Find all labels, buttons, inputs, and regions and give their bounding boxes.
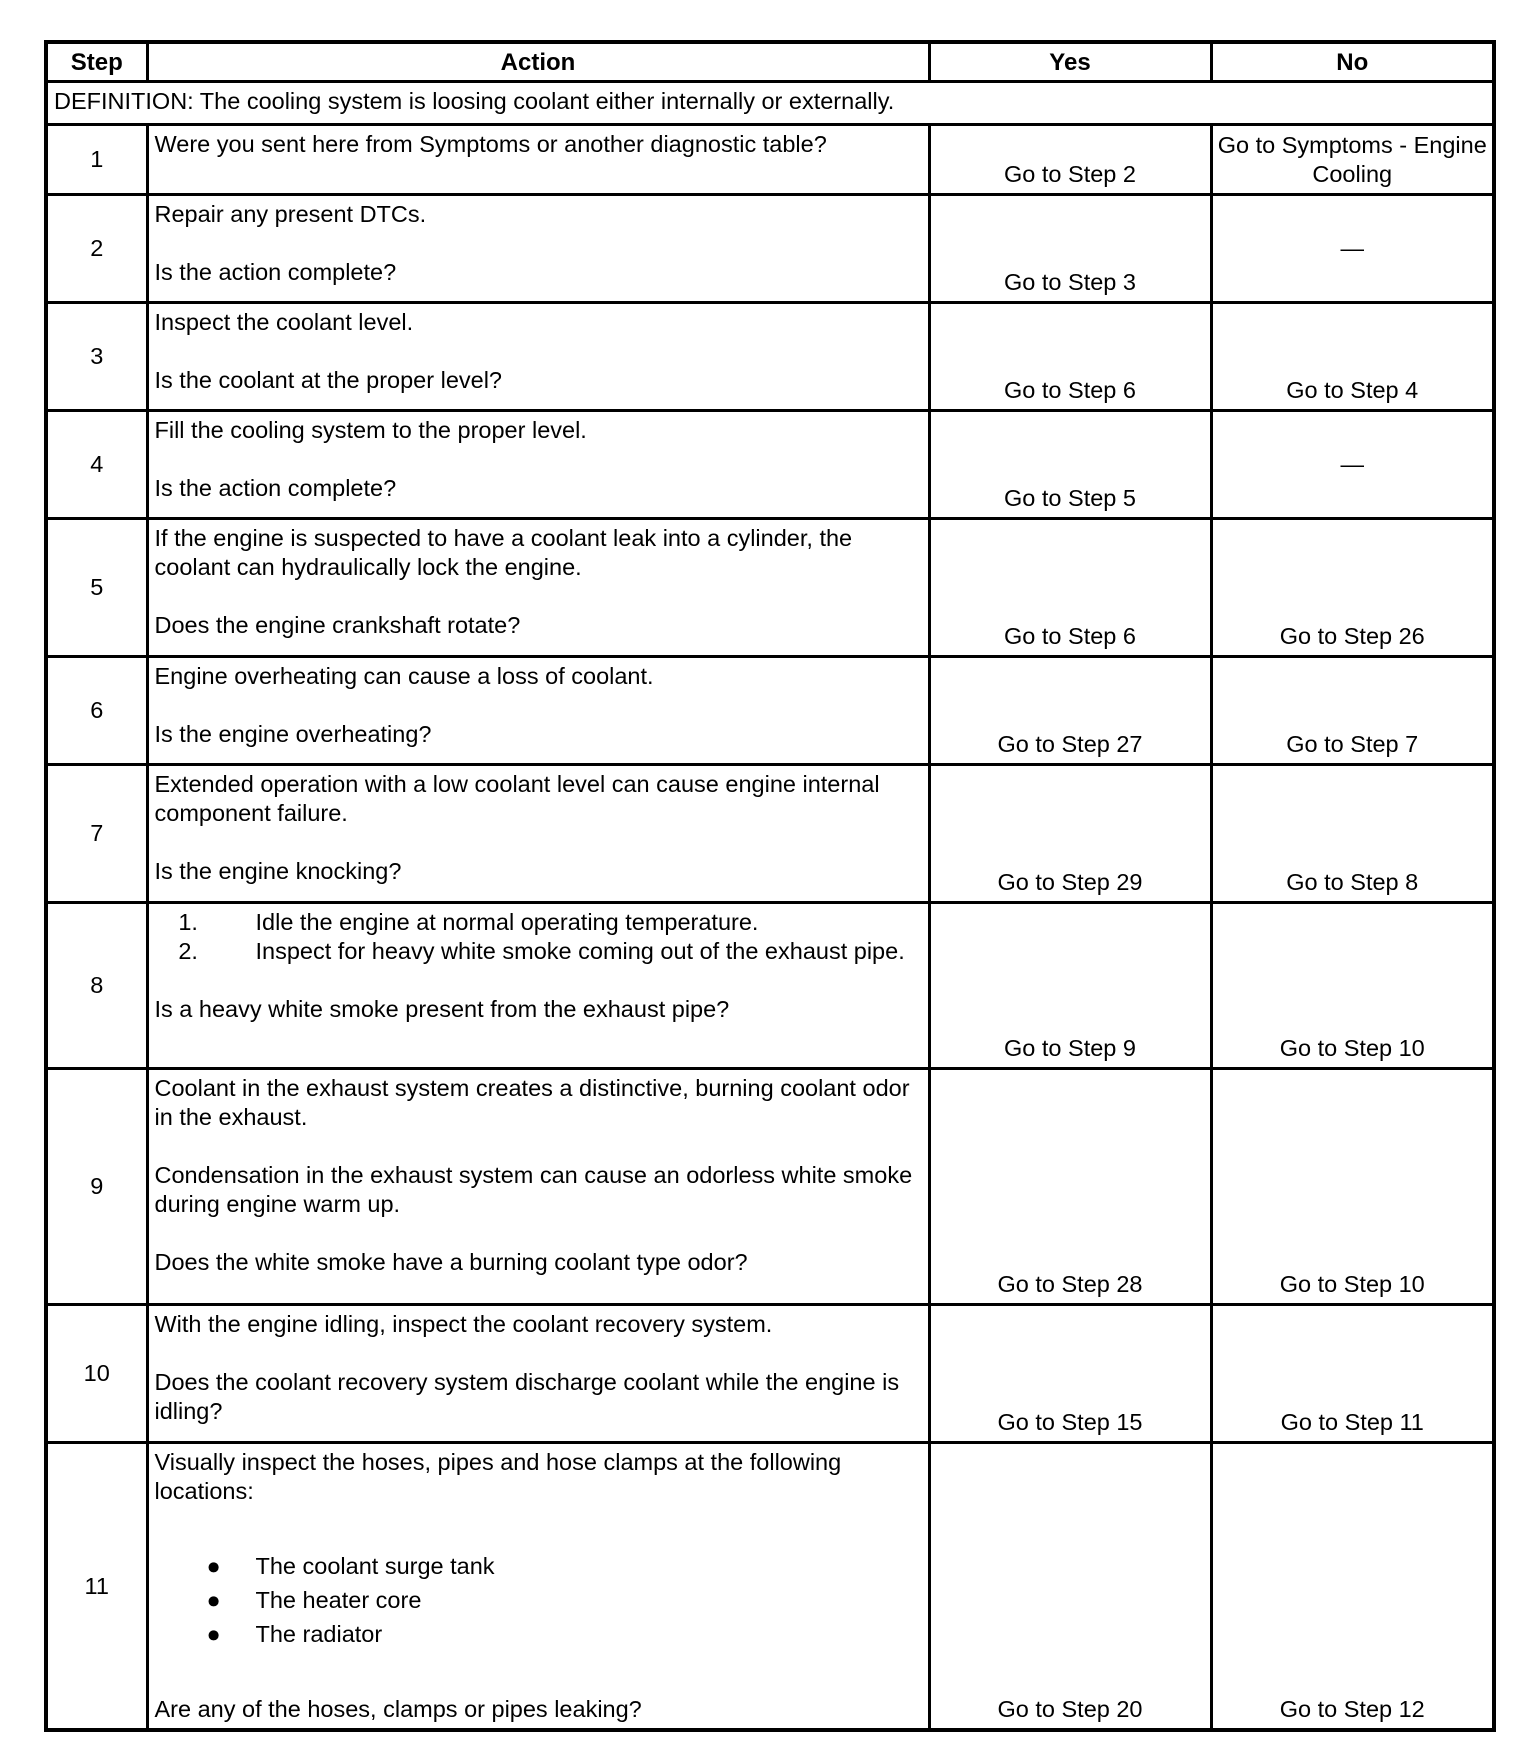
action-text: Condensation in the exhaust system can cause an odorless white smoke during engine warm up.	[154, 1162, 913, 1217]
action-cell	[147, 1443, 929, 1731]
list-item-text: The coolant surge tank	[255, 1553, 495, 1579]
no-cell: Go to Step 4	[1211, 303, 1494, 411]
action-cell	[147, 657, 929, 765]
action-question: Is the engine knocking?	[154, 858, 402, 884]
step-number: 5	[46, 519, 147, 657]
step-number: 4	[46, 411, 147, 519]
action-text: Visually inspect the hoses, pipes and hose clamps at the following locations:	[154, 1449, 842, 1504]
action-question: Is a heavy white smoke present from the exhaust pipe?	[154, 996, 730, 1022]
bullet-icon: ●	[206, 1553, 221, 1579]
action-text: Inspect the coolant level.	[154, 309, 414, 335]
no-cell: —	[1211, 411, 1494, 519]
action-question: Is the action complete?	[154, 259, 397, 285]
action-cell	[147, 1069, 929, 1305]
action-question: Are any of the hoses, clamps or pipes leaking?	[154, 1696, 642, 1722]
action-question: Is the action complete?	[154, 475, 397, 501]
action-text: Were you sent here from Symptoms or another diagnostic table?	[154, 131, 827, 157]
yes-cell: Go to Step 6	[929, 519, 1211, 657]
action-question: Is the coolant at the proper level?	[154, 367, 502, 393]
action-cell	[147, 903, 929, 1069]
diagnostic-table	[44, 40, 1496, 1732]
step-number: 6	[46, 657, 147, 765]
action-text: If the engine is suspected to have a coolant leak into a cylinder, the coolant can hydraulically lock the engine.	[154, 525, 853, 580]
table-row	[46, 519, 1494, 657]
header-action: Action	[147, 42, 929, 82]
bullet-icon: ●	[206, 1587, 221, 1613]
yes-cell: Go to Step 9	[929, 903, 1211, 1069]
header-no: No	[1211, 42, 1494, 82]
yes-cell: Go to Step 5	[929, 411, 1211, 519]
action-cell	[147, 519, 929, 657]
action-cell	[147, 1305, 929, 1443]
no-cell: Go to Step 12	[1211, 1443, 1494, 1731]
no-cell: Go to Step 8	[1211, 765, 1494, 903]
action-text: Fill the cooling system to the proper level.	[154, 417, 587, 443]
table-row	[46, 1069, 1494, 1305]
no-cell: Go to Step 7	[1211, 657, 1494, 765]
step-number: 11	[46, 1443, 147, 1731]
action-text: Engine overheating can cause a loss of coolant.	[154, 663, 654, 689]
no-cell: —	[1211, 195, 1494, 303]
action-question: Does the white smoke have a burning coolant type odor?	[154, 1249, 748, 1275]
table-row	[46, 195, 1494, 303]
bullet-list	[155, 1549, 924, 1651]
action-question: Does the coolant recovery system discharge coolant while the engine is idling?	[154, 1369, 900, 1424]
table-row	[46, 411, 1494, 519]
action-text: Extended operation with a low coolant level can cause engine internal component failure.	[154, 771, 880, 826]
table-row	[46, 1443, 1494, 1731]
table-row	[46, 657, 1494, 765]
list-item-text: The heater core	[255, 1587, 422, 1613]
definition-row	[46, 82, 1494, 125]
table-row	[46, 1305, 1494, 1443]
header-yes: Yes	[929, 42, 1211, 82]
list-item: 1. Idle the engine at normal operating temperature.	[205, 908, 924, 937]
step-number: 9	[46, 1069, 147, 1305]
step-number: 7	[46, 765, 147, 903]
action-cell	[147, 303, 929, 411]
yes-cell: Go to Step 28	[929, 1069, 1211, 1305]
action-cell	[147, 411, 929, 519]
step-number: 3	[46, 303, 147, 411]
yes-cell: Go to Step 3	[929, 195, 1211, 303]
action-text: With the engine idling, inspect the coolant recovery system.	[154, 1311, 773, 1337]
yes-cell: Go to Step 2	[929, 125, 1211, 195]
header-step: Step	[46, 42, 147, 82]
action-cell	[147, 765, 929, 903]
list-item	[205, 1617, 924, 1651]
list-item	[205, 1583, 924, 1617]
table-row	[46, 765, 1494, 903]
step-number: 8	[46, 903, 147, 1069]
step-number: 10	[46, 1305, 147, 1443]
table-row	[46, 903, 1494, 1069]
list-item: 2. Inspect for heavy white smoke coming out of the exhaust pipe.	[205, 937, 924, 966]
definition-text: DEFINITION: The cooling system is loosing coolant either internally or externally.	[46, 82, 1494, 125]
no-cell: Go to Step 26	[1211, 519, 1494, 657]
action-cell	[147, 195, 929, 303]
action-cell	[147, 125, 929, 195]
action-text: Coolant in the exhaust system creates a distinctive, burning coolant odor in the exhaust.	[154, 1075, 910, 1130]
no-cell: Go to Step 11	[1211, 1305, 1494, 1443]
action-text: Repair any present DTCs.	[154, 201, 427, 227]
no-cell: Go to Step 10	[1211, 903, 1494, 1069]
numbered-list	[155, 908, 924, 966]
bullet-icon: ●	[206, 1621, 221, 1647]
no-cell: Go to Step 10	[1211, 1069, 1494, 1305]
action-question: Does the engine crankshaft rotate?	[154, 612, 521, 638]
list-item	[205, 1549, 924, 1583]
yes-cell: Go to Step 20	[929, 1443, 1211, 1731]
action-question: Is the engine overheating?	[154, 721, 432, 747]
step-number: 2	[46, 195, 147, 303]
list-item-text: The radiator	[255, 1621, 383, 1647]
step-number: 1	[46, 125, 147, 195]
yes-cell: Go to Step 6	[929, 303, 1211, 411]
yes-cell: Go to Step 27	[929, 657, 1211, 765]
yes-cell: Go to Step 15	[929, 1305, 1211, 1443]
table-row	[46, 125, 1494, 195]
yes-cell: Go to Step 29	[929, 765, 1211, 903]
header-row	[46, 42, 1494, 82]
no-cell: Go to Symptoms - Engine Cooling	[1211, 125, 1494, 195]
table-row	[46, 303, 1494, 411]
